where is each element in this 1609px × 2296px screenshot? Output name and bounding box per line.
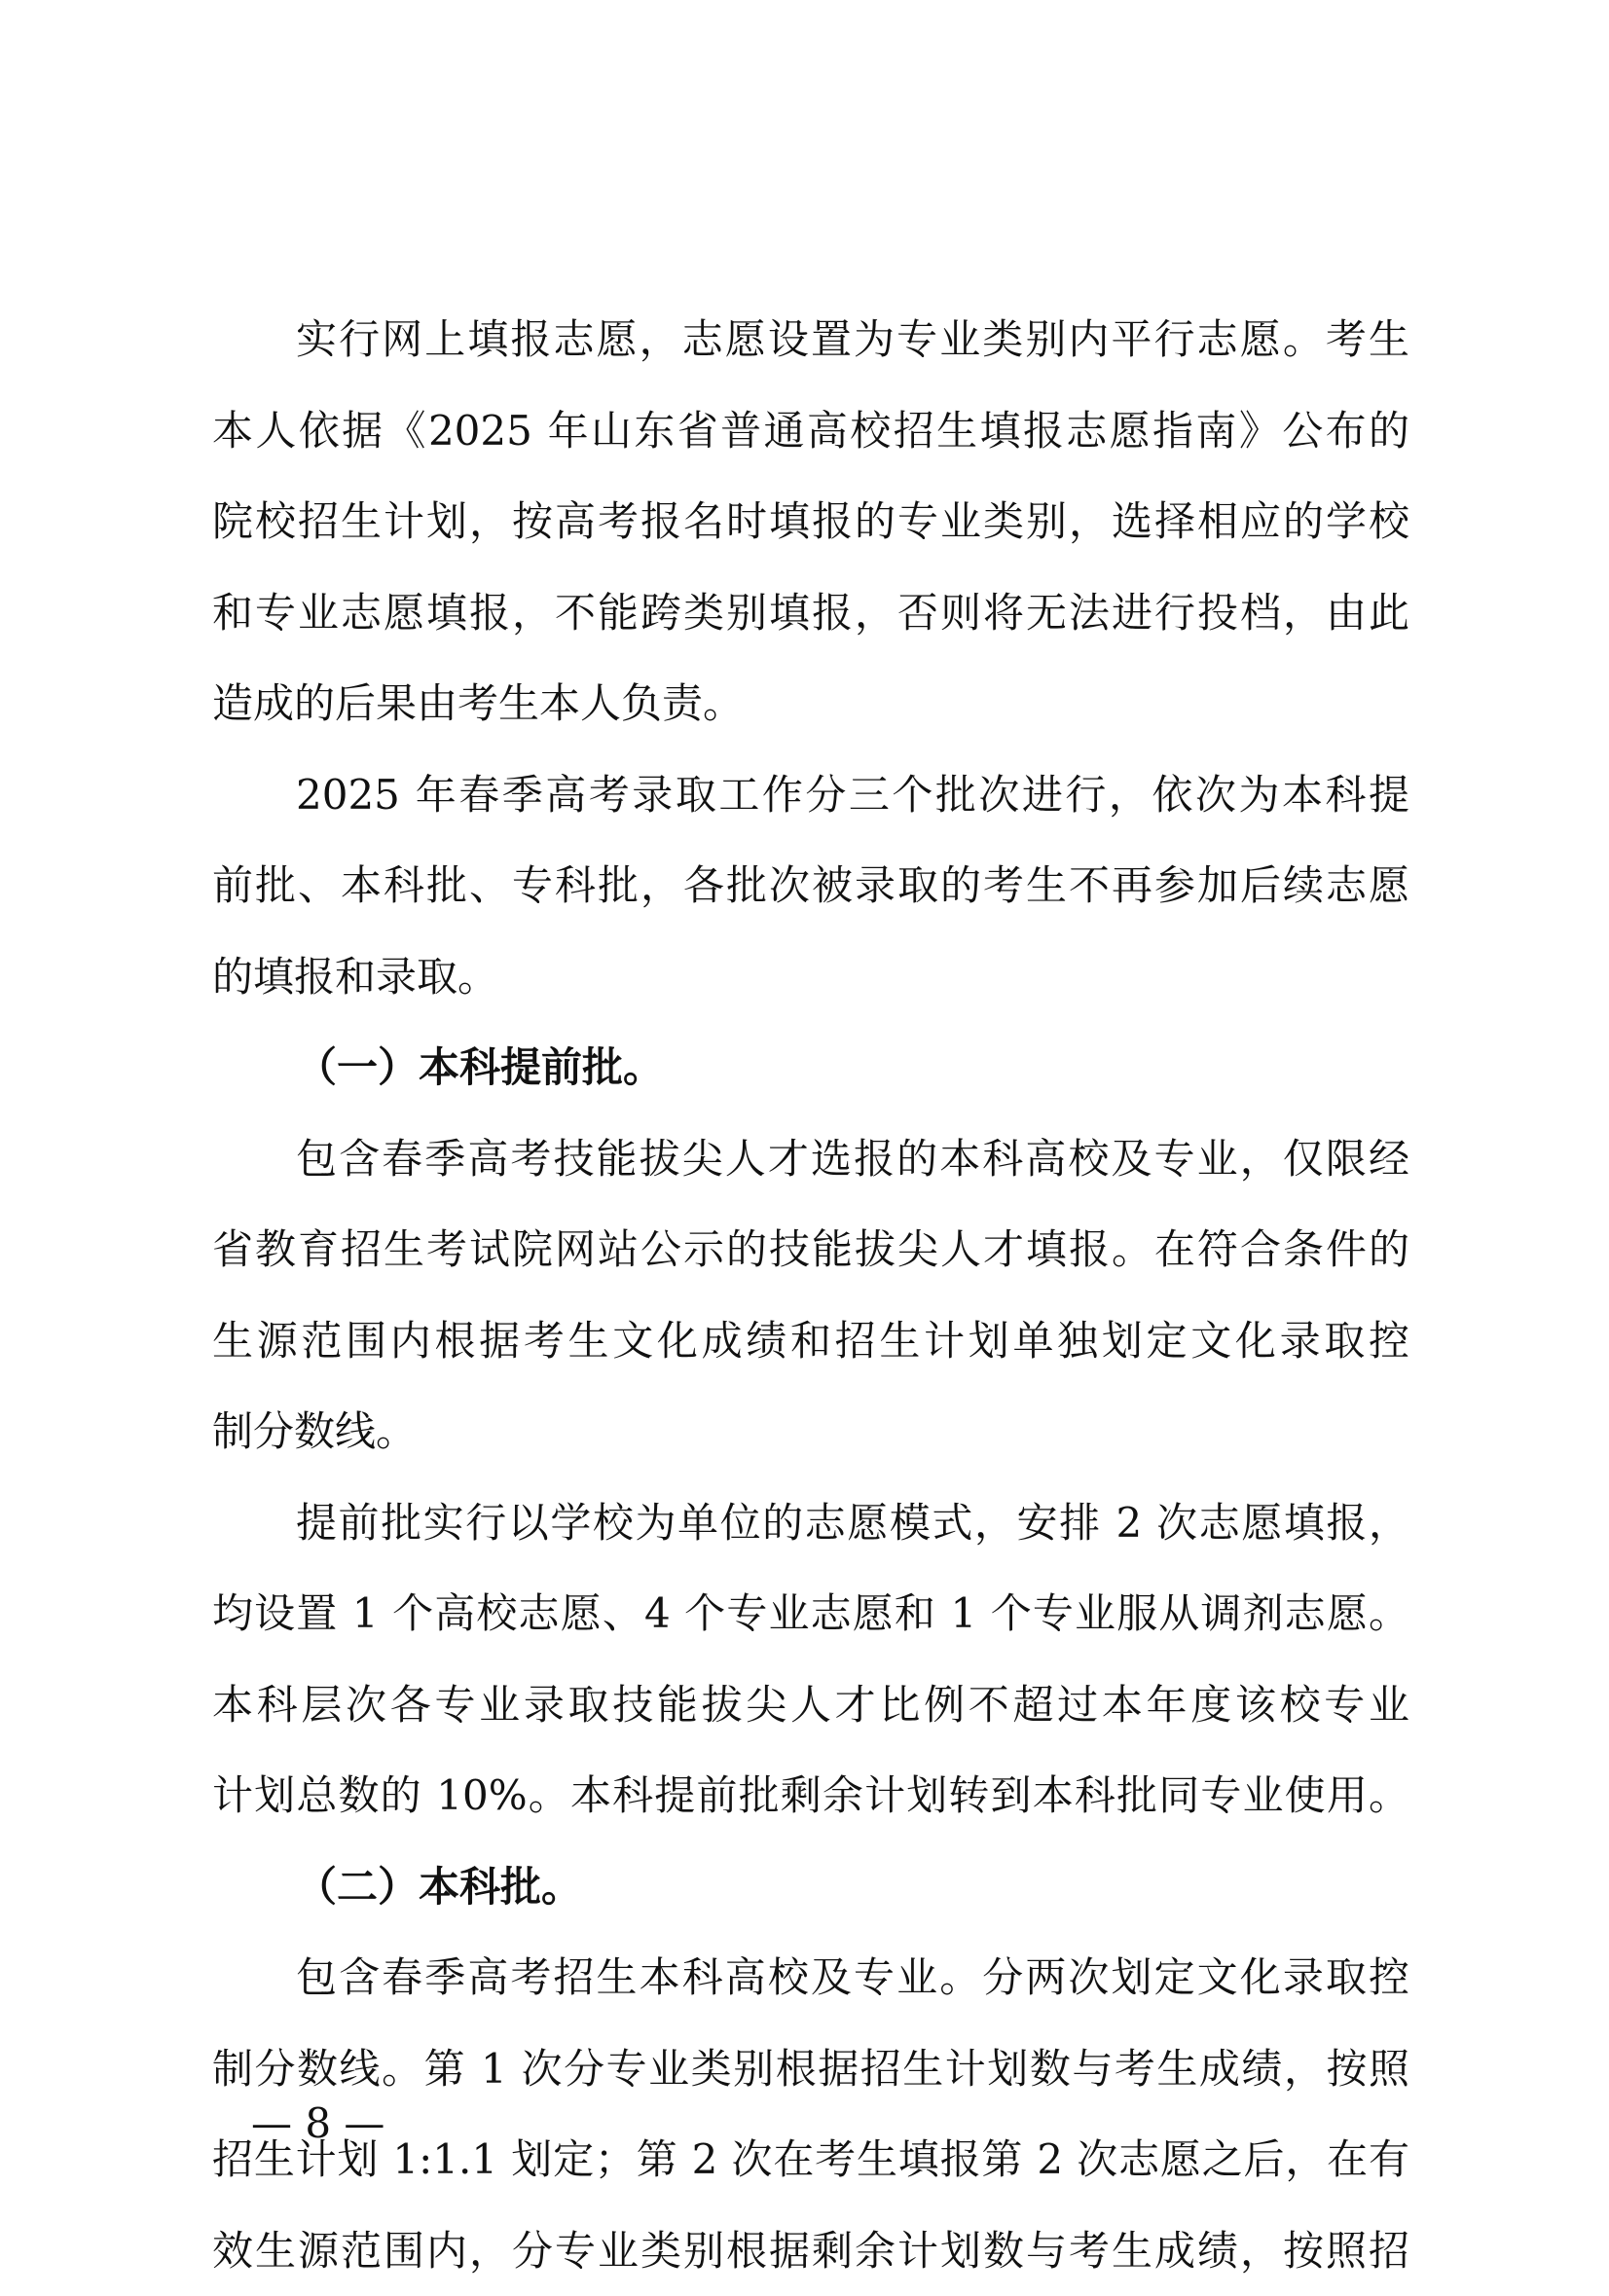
section-heading: （二）本科批。 [212,1841,1409,1933]
text-line: 均设置 1 个高校志愿、4 个专业志愿和 1 个专业服从调剂志愿。 [212,1568,1409,1659]
text-line: 前批、本科批、专科批，各批次被录取的考生不再参加后续志愿 [212,840,1409,931]
text-line: 生源范围内根据考生文化成绩和招生计划单独划定文化录取控 [212,1295,1409,1387]
text-line: 包含春季高考招生本科高校及专业。分两次划定文化录取控 [212,1932,1409,2023]
text-line: 制分数线。第 1 次分专业类别根据招生计划数与考生成绩，按照 [212,2023,1409,2115]
text-line: 和专业志愿填报，不能跨类别填报，否则将无法进行投档，由此 [212,567,1409,659]
text-line: 效生源范围内，分专业类别根据剩余计划数与考生成绩，按照招 [212,2205,1409,2296]
text-line: 实行网上填报志愿，志愿设置为专业类别内平行志愿。考生 [212,294,1409,385]
text-line: 本人依据《2025 年山东省普通高校招生填报志愿指南》公布的 [212,385,1409,477]
text-line: 招生计划 1:1.1 划定；第 2 次在考生填报第 2 次志愿之后，在有 [212,2114,1409,2205]
page-number: — 8 — [251,2095,384,2153]
text-line: 制分数线。 [212,1386,1409,1477]
text-line: 提前批实行以学校为单位的志愿模式，安排 2 次志愿填报， [212,1477,1409,1569]
body-text [212,294,1409,2296]
section-heading: （一）本科提前批。 [212,1022,1409,1113]
text-line: 包含春季高考技能拔尖人才选报的本科高校及专业，仅限经 [212,1113,1409,1205]
text-line: 院校招生计划，按高考报名时填报的专业类别，选择相应的学校 [212,476,1409,567]
text-line: 计划总数的 10%。本科提前批剩余计划转到本科批同专业使用。 [212,1750,1409,1841]
text-line: 省教育招生考试院网站公示的技能拔尖人才填报。在符合条件的 [212,1204,1409,1295]
text-line: 造成的后果由考生本人负责。 [212,658,1409,749]
text-line: 本科层次各专业录取技能拔尖人才比例不超过本年度该校专业 [212,1659,1409,1751]
text-line: 2025 年春季高考录取工作分三个批次进行，依次为本科提 [212,749,1409,841]
text-line: 的填报和录取。 [212,931,1409,1023]
